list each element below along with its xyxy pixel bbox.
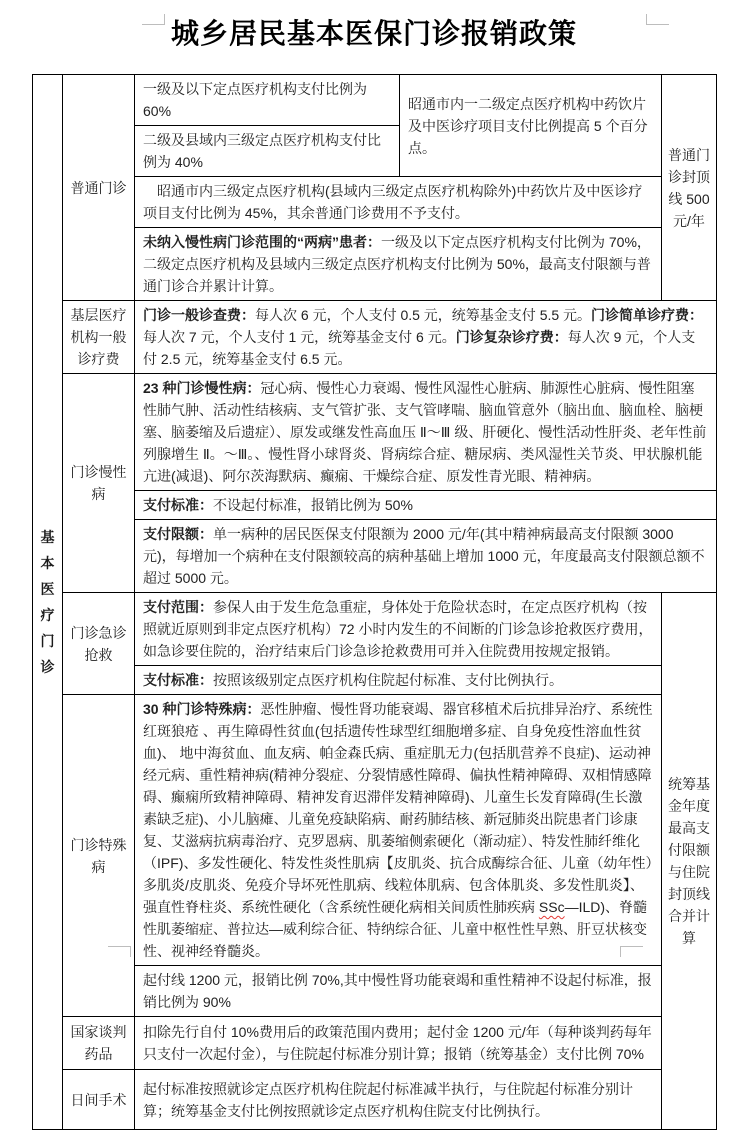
general-fee-lead-3: 门诊复杂诊疗费： bbox=[455, 329, 568, 345]
cell-ordinary-two-disease bbox=[135, 228, 662, 301]
chronic-lead: 23 种门诊慢性病： bbox=[143, 380, 261, 396]
cell-special-diseases bbox=[135, 695, 662, 966]
document-page bbox=[0, 14, 748, 1119]
chronic-standard-body: 不设起付标准，报销比例为 50% bbox=[213, 497, 413, 513]
cell-ordinary-tier3: 昭通市内三级定点医疗机构(县域内三级定点医疗机构除外)中药饮片及中医诊疗项目支付比例为 45%，其余普通门诊费用不予支付。 bbox=[135, 177, 662, 228]
cell-chronic-standard bbox=[135, 491, 717, 520]
cell-special-threshold: 起付线 1200 元，报销比例 70%,其中慢性肾功能衰竭和重性精神不设起付标准，报销比例为 90% bbox=[135, 966, 662, 1017]
cell-emergency-standard bbox=[135, 666, 662, 695]
emergency-scope-body: 参保人由于发生危急重症，身体处于危险状态时，在定点医疗机构（按照就近原则到非定点医疗机构）72 小时内发生的不间断的门诊急诊抢救医疗费用，如急诊要住院的，治疗结束后门诊急诊抢救费用可并入住院费用按规定报销。 bbox=[143, 599, 653, 659]
cell-day-surgery: 起付标准按照就诊定点医疗机构住院起付标准减半执行，与住院起付标准分别计算；统筹基金支付比例按照就诊定点医疗机构住院支付比例执行。 bbox=[135, 1070, 662, 1130]
text-boundary-mark-top-right bbox=[646, 14, 669, 25]
general-fee-lead-2: 门诊简单诊疗费： bbox=[591, 307, 704, 323]
row-label-ordinary-outpatient: 普通门诊 bbox=[63, 75, 135, 301]
special-body-tail: —ILD)、脊髓性肌萎缩症、普拉达—威利综合征、特纳综合征、儿童中枢性性早熟、肝豆状核变性、视神经脊髓炎。 bbox=[143, 899, 648, 959]
cell-chronic-limit bbox=[135, 520, 717, 593]
chronic-limit-body: 单一病种的居民医保支付限额为 2000 元/年(其中精神病最高支付限额 3000 元)，每增加一个病种在支付限额较高的病种基础上增加 1000 元，年度最高支付限额总额不超过 5000 元。 bbox=[143, 526, 705, 586]
cell-ordinary-tcm-note: 昭通市内一二级定点医疗机构中药饮片及中医诊疗项目支付比例提高 5 个百分点。 bbox=[400, 75, 662, 177]
cell-emergency-scope bbox=[135, 593, 662, 666]
cell-ordinary-tier1: 一级及以下定点医疗机构支付比例为 60% bbox=[135, 75, 400, 126]
cell-chronic-diseases bbox=[135, 374, 717, 491]
row-label-day-surgery: 日间手术 bbox=[63, 1070, 135, 1130]
chronic-body: 冠心病、慢性心力衰竭、慢性风湿性心脏病、肺源性心脏病、慢性阻塞性肺气肿、活动性结核病、支气管扩张、支气管哮喘、脑血管意外（脑出血、脑血栓、脑梗塞、脑萎缩及后遗症）、原发或继发性高血压 Ⅱ～Ⅲ 级、肝硬化、慢性活动性肝炎、老年性前列腺增生 Ⅱ。～Ⅲ。、慢性肾小球肾炎、肾病综合症、糖尿病、类风湿性关节炎、甲状腺机能亢进(减退)、阿尔茨海默病、癫痫、干燥综合症、原发性青光眼、精神病。 bbox=[143, 380, 707, 484]
two-disease-body: 一级及以下定点医疗机构支付比例为 70%，二级定点医疗机构及县域内三级定点医疗机构支付比例为 50%，最高支付限额与普通门诊合并累计计算。 bbox=[143, 234, 651, 294]
group-label: 基本医疗门诊 bbox=[40, 529, 55, 675]
cell-general-fee bbox=[135, 301, 717, 374]
policy-table bbox=[32, 74, 717, 1130]
text-boundary-mark-bottom-right bbox=[620, 946, 643, 957]
general-fee-body-1: 每人次 6 元，个人支付 0.5 元，统筹基金支付 5.5 元。 bbox=[255, 307, 592, 323]
row-label-special: 门诊特殊病 bbox=[63, 695, 135, 1017]
cell-negotiated-drugs: 扣除先行自付 10%费用后的政策范围内费用；起付金 1200 元/年（每种谈判药每年只支付一次起付金），与住院起付标准分别计算；报销（统筹基金）支付比例 70% bbox=[135, 1017, 662, 1070]
special-body: 恶性肿瘤、慢性肾功能衰竭、器官移植术后抗排异治疗、系统性红斑狼疮 、再生障碍性贫血(包括遗传性球型红细胞增多症、自身免疫性溶血性贫血)、 地中海贫血、血友病、帕金森氏病、重症肌无力(包括肌营养不良症)、运动神经元病、重性精神病(精神分裂症、分裂情感性障碍、偏执性精神障碍、双相情感障碍、癫痫所致精神障碍、精神发育迟滞伴发精神障碍)、儿童生长发育障碍(生长激素缺乏症)、小儿脑瘫、儿童免疫缺陷病、耐药肺结核、新冠肺炎出院患者门诊康复、艾滋病抗病毒治疗、克罗恩病、肌萎缩侧索硬化（渐动症）、特发性肺纤维化（IPF)、多发性硬化、特发性炎性肌病【皮肌炎、抗合成酶综合征、儿童（幼年性）多肌炎/皮肌炎、免疫介导坏死性肌病、线粒体肌病、包含体肌炎、多发性肌炎】、强直性脊柱炎、系统性硬化（含系统性硬化病相关间质性肺疾病 bbox=[143, 701, 653, 915]
cell-overall-cap-note: 统筹基金年度最高支付限额与住院封顶线合并计算 bbox=[662, 593, 717, 1130]
emergency-standard-body: 按照该级别定点医疗机构住院起付标准、支付比例执行。 bbox=[213, 672, 563, 688]
special-spellcheck-term: SSc bbox=[538, 899, 565, 915]
cell-ordinary-tier2: 二级及县域内三级定点医疗机构支付比例为 40% bbox=[135, 126, 400, 177]
chronic-standard-lead: 支付标准： bbox=[143, 497, 213, 513]
special-lead: 30 种门诊特殊病： bbox=[143, 701, 261, 717]
cell-ordinary-cap-note: 普通门诊封顶线 500 元/年 bbox=[662, 75, 717, 301]
general-fee-body-2: 每人次 7 元，个人支付 1 元，统筹基金支付 6 元。 bbox=[143, 329, 456, 345]
text-boundary-mark-bottom-left bbox=[108, 946, 131, 957]
general-fee-lead-1: 门诊一般诊查费： bbox=[143, 307, 255, 323]
group-label-cell bbox=[33, 75, 63, 1130]
two-disease-lead: 未纳入慢性病门诊范围的“两病”患者： bbox=[143, 234, 381, 250]
row-label-emergency: 门诊急诊抢救 bbox=[63, 593, 135, 695]
chronic-limit-lead: 支付限额： bbox=[143, 526, 213, 542]
row-label-chronic: 门诊慢性病 bbox=[63, 374, 135, 593]
row-label-general-fee: 基层医疗机构一般诊疗费 bbox=[63, 301, 135, 374]
emergency-standard-lead: 支付标准： bbox=[143, 672, 213, 688]
page-title: 城乡居民基本医保门诊报销政策 bbox=[170, 17, 577, 50]
general-fee-body-3: 每人次 9 元，个人支付 2.5 元，统筹基金支付 6.5 元。 bbox=[143, 329, 696, 367]
text-boundary-mark-top-left bbox=[142, 14, 165, 25]
emergency-scope-lead: 支付范围： bbox=[143, 599, 213, 615]
row-label-negotiated-drugs: 国家谈判药品 bbox=[63, 1017, 135, 1070]
